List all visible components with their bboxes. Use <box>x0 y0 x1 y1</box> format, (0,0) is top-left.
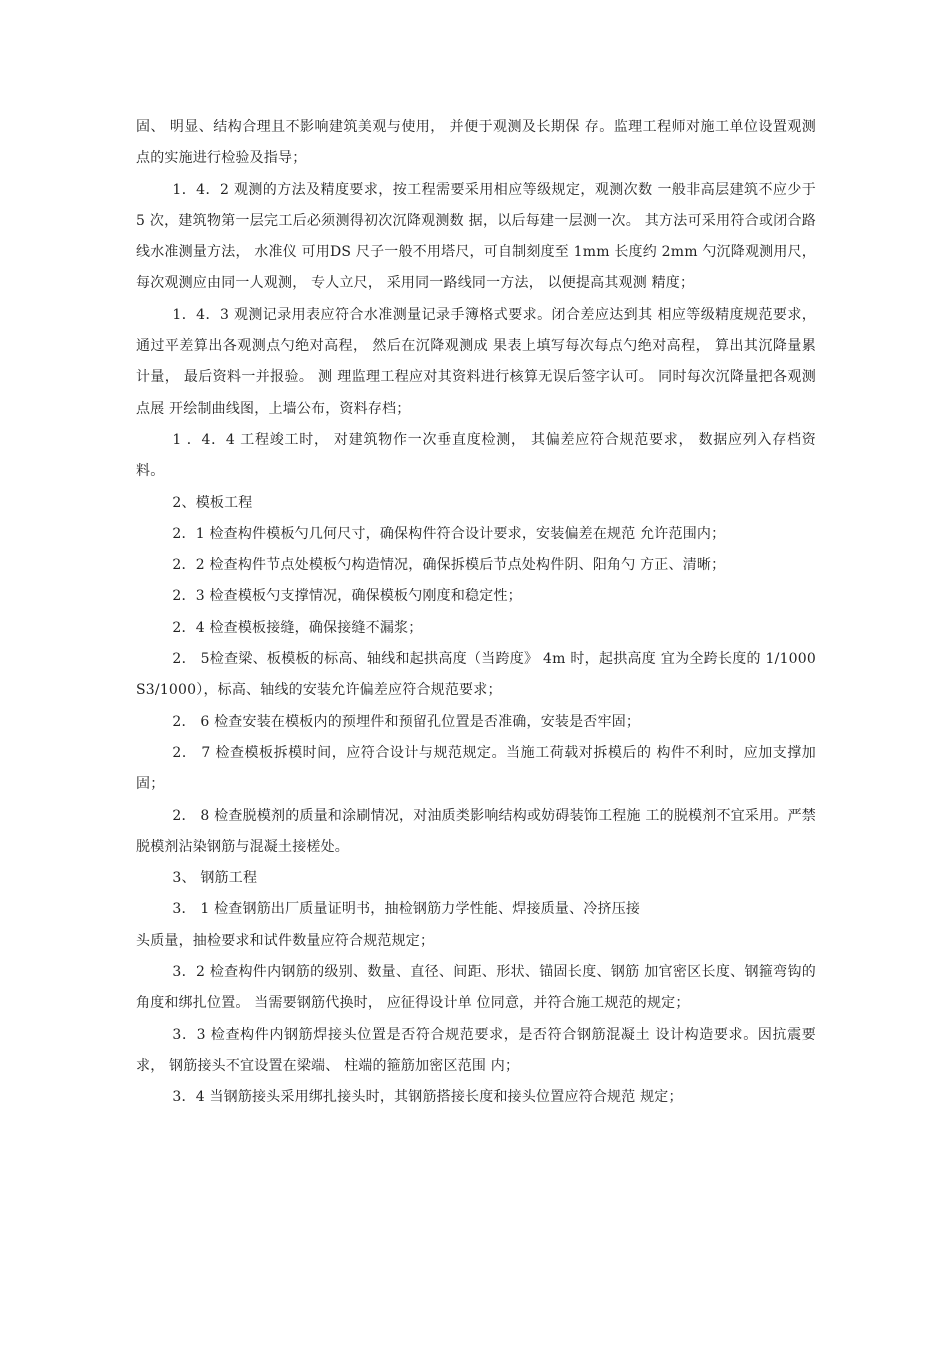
paragraph-2-2: 2．2 检查构件节点处模板勺构造情况，确保拆模后节点处构件阴、阳角勺 方正、清晰； <box>172 557 726 574</box>
paragraph-3-2: 3．2 检查构件内钢筋的级别、数量、直径、间距、形状、锚固长度、钢筋 加官密区长度、钢箍弯钩的角度和绑扎位置。 当需要钢筋代换时， 应征得设计单 位同意，并符合施工规范的规定； <box>136 964 816 1012</box>
paragraph-2-4: 2．4 检查模板接缝，确保接缝不漏浆； <box>172 619 423 636</box>
paragraph-2-8: 2． 8 检查脱模剂的质量和涂刷情况，对油质类影响结构或妨碍装饰工程施 工的脱模剂不宜采用。严禁脱模剂沾染钢筋与混凝土接槎处。 <box>136 807 816 855</box>
paragraph-3-3: 3．3 检查构件内钢筋焊接头位置是否符合规范要求，是否符合钢筋混凝土 设计构造要求。因抗震要求， 钢筋接头不宜设置在梁端、 柱端的箍筋加密区范围 内； <box>136 1026 816 1074</box>
section-heading-rebar: 3、 钢筋工程 <box>172 870 258 887</box>
section-heading-formwork: 2、模板工程 <box>172 494 253 511</box>
paragraph-3-1: 3． 1 检查钢筋出厂质量证明书，抽检钢筋力学性能、焊接质量、冷挤压接 <box>172 901 641 918</box>
paragraph-1-4-4: 1 ．4．4 工程竣工时， 对建筑物作一次垂直度检测， 其偏差应符合规范要求， 数据应列入存档资料。 <box>136 431 816 480</box>
paragraph-2-3: 2．3 检查模板勺支撑情况，确保模板勺刚度和稳定性； <box>172 588 522 605</box>
paragraph-3-4: 3．4 当钢筋接头采用绑扎接头时，其钢筋搭接长度和接头位置应符合规范 规定； <box>172 1089 683 1106</box>
paragraph-1-4-2: 1．4．2 观测的方法及精度要求，按工程需要采用相应等级规定，观测次数 一般非高层建筑不应少于 5 次，建筑物第一层完工后必须测得初次沉降观测数 据，以后每建一层测一次。 其方法可采用符合或闭合路线水准测量方法， 水准仪 可用DS 尺子一般不用塔尺，可自制刻度至 1mm 长度约 2mm 勺沉降观测用尺， 每次观测应由同一人观测， 专人立尺， 采用同一路线同一方法， 以便提高其观测 精度； <box>136 181 816 292</box>
paragraph-2-7: 2． 7 检查模板拆模时间，应符合设计与规范规定。当施工荷载对拆模后的 构件不利时，应加支撑加固； <box>136 744 816 793</box>
paragraph-2-1: 2．1 检查构件模板勺几何尺寸，确保构件符合设计要求，安装偏差在规范 允许范围内； <box>172 525 726 542</box>
paragraph-2-5: 2． 5检查梁、板模板的标高、轴线和起拱高度（当跨度》 4m 时，起拱高度 宜为全跨长度的 1/1000 S3/1000），标高、轴线的安装允许偏差应符合规范要求； <box>136 651 816 699</box>
paragraph-2-6: 2． 6 检查安装在模板内的预埋件和预留孔位置是否准确，安装是否牢固； <box>172 713 641 730</box>
paragraph-3-1-continuation: 头质量，抽检要求和试件数量应符合规范规定； <box>136 932 435 949</box>
paragraph-1-4-3: 1．4．3 观测记录用表应符合水准测量记录手簿格式要求。闭合差应达到其 相应等级精度规范要求， 通过平差算出各观测点勺绝对高程， 然后在沉降观测成 果表上填写每次每点勺绝对高程， 算出其沉降量累计量， 最后资料一并报验。 测 理监理工程应对其资料进行核算无误后签字认可。 同时每次沉降量把各观测点展 开绘制曲线图，上墙公布，资料存档； <box>136 306 816 417</box>
document-body <box>136 112 816 1114</box>
paragraph-continuation: 固、 明显、结构合理且不影响建筑美观与使用， 并便于观测及长期保 存。监理工程师对施工单位设置观测点的实施进行检验及指导； <box>136 119 816 167</box>
